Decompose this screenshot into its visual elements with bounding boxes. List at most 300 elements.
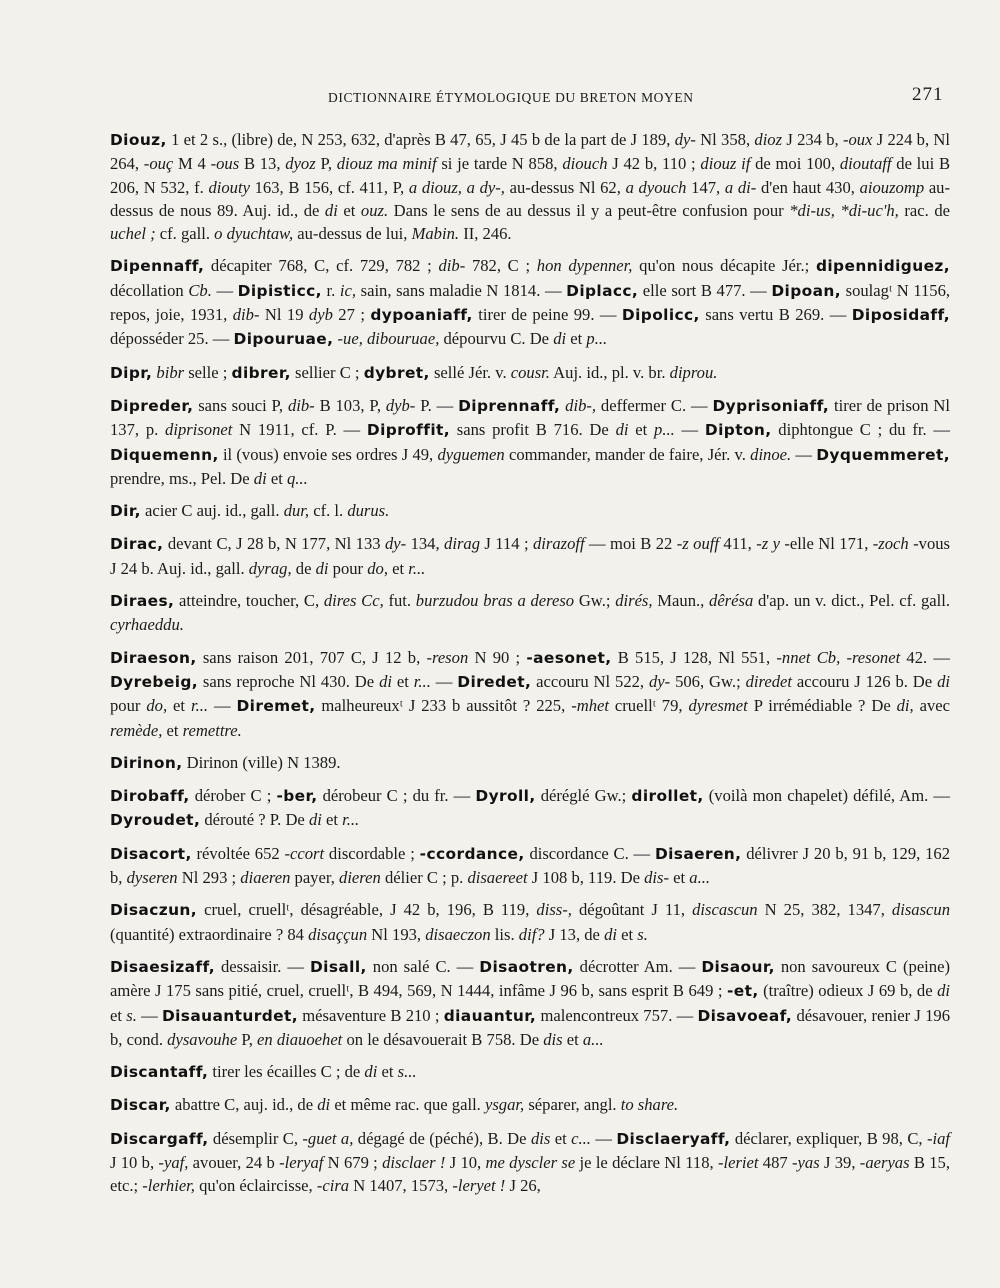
- entry-text: Nl 193,: [367, 924, 426, 944]
- italic-form: -z y: [756, 534, 780, 554]
- entry-text: accouru J 126 b. De: [791, 671, 938, 691]
- entry-text: —: [136, 1005, 162, 1025]
- entry-text: commander, mander de faire, Jér. v.: [504, 444, 751, 464]
- entry-text: cf. gall.: [155, 224, 215, 244]
- entry-text: sain, sans maladie N 1814. —: [356, 280, 567, 300]
- italic-form: diouty: [208, 177, 250, 197]
- italic-form: dy-: [384, 534, 407, 554]
- entry-text: désavouer, renier J 196 b, cond.: [110, 1005, 950, 1049]
- entry-text: et: [321, 810, 343, 830]
- italic-form: me dyscler se: [485, 1152, 576, 1172]
- italic-form: disaereet: [467, 868, 528, 888]
- headword: Discantaff,: [110, 1063, 209, 1082]
- headword: dypoaniaff,: [370, 306, 473, 325]
- italic-form: dyresmet: [688, 696, 748, 716]
- entry-text: (traître) odieux J 69 b, de: [758, 981, 938, 1001]
- headword: Dir,: [110, 502, 141, 521]
- page-number: 271: [912, 84, 944, 105]
- italic-form: -lerhier,: [142, 1176, 195, 1196]
- entry-text: séparer, angl.: [524, 1095, 621, 1115]
- italic-form: dyrag,: [248, 558, 292, 578]
- entry-text: décrotter Am. —: [573, 956, 702, 976]
- headword: Discargaff,: [110, 1129, 209, 1148]
- entry-text: et: [391, 671, 414, 691]
- entry-text: devant C, J 28 b, N 177, Nl 133: [163, 534, 385, 554]
- entry-text: (quantité) extraordinaire ? 84: [110, 924, 309, 944]
- entry-text: on le désavouerait B 758. De: [342, 1029, 544, 1049]
- entry-text: deffermer C. —: [596, 395, 713, 415]
- italic-form: hon dypenner,: [536, 256, 633, 276]
- italic-form: dyb-: [385, 395, 416, 415]
- entry-text: et: [617, 924, 638, 944]
- entry-text: discordance C. —: [524, 843, 655, 863]
- italic-form: dirazoff: [533, 534, 585, 554]
- headword: Disavoeaf,: [697, 1006, 793, 1025]
- headword: Disaour,: [701, 957, 775, 976]
- italic-form: di: [317, 1095, 331, 1115]
- entry-text: tirer de prison Nl 137, p.: [110, 395, 950, 440]
- italic-form: dis: [543, 1029, 563, 1049]
- headword: -aesonet,: [526, 648, 612, 667]
- italic-form: -nnet Cb, -resonet: [776, 647, 901, 667]
- entry-text: et: [110, 1005, 127, 1025]
- headword: Diposidaff,: [851, 306, 950, 325]
- entry-text: dégagé de (péché), B. De: [353, 1128, 531, 1148]
- italic-form: dib-: [287, 395, 315, 415]
- entry-text: J 108 b, 119. De: [527, 868, 645, 888]
- dictionary-entry: [110, 898, 950, 946]
- entry-text: et: [377, 1062, 398, 1082]
- italic-form: -leriet: [717, 1152, 759, 1172]
- headword: -ccordance,: [419, 844, 525, 863]
- headword: dibrer,: [231, 363, 291, 382]
- entry-text: je le déclare Nl 118,: [575, 1152, 718, 1172]
- italic-form: q...: [286, 468, 308, 488]
- entry-text: cruel, cruellᵗ, désagréable, J 42 b, 196, B 119,: [197, 900, 537, 920]
- headword: Diraeson,: [110, 648, 197, 667]
- italic-form: -yas: [792, 1152, 820, 1172]
- entry-text: J 234 b,: [782, 130, 843, 149]
- italic-form: a diouz, a dy-,: [408, 177, 505, 197]
- dictionary-entry: [110, 499, 950, 523]
- entry-text: sellé Jér. v.: [429, 362, 511, 382]
- entry-text: si je tarde N 858,: [436, 154, 563, 174]
- italic-form: -leryet !: [452, 1176, 506, 1196]
- italic-form: di,: [896, 696, 914, 716]
- entry-text: elle sort B 477. —: [638, 280, 772, 300]
- entry-text: P,: [315, 154, 337, 174]
- entry-text: Dans le sens de au dessus il y a peut-être confusion pour: [388, 200, 790, 220]
- entry-text: B 515, J 128, Nl 551,: [611, 647, 777, 667]
- headword: Dipisticc,: [237, 281, 322, 300]
- italic-form: diredet: [745, 671, 792, 691]
- headword: Diprennaff,: [458, 396, 561, 415]
- italic-form: diprou.: [669, 362, 718, 382]
- entry-text: Dirinon (ville) N 1389.: [182, 752, 341, 772]
- italic-form: -ous: [210, 154, 240, 174]
- entry-text: P irrémédiable ? De: [747, 696, 897, 716]
- italic-form: -ouç: [143, 154, 174, 174]
- entry-text: (voilà mon chapelet) défilé, Am. —: [703, 786, 950, 806]
- entry-text: diphtongue C ; du fr. —: [771, 420, 951, 440]
- running-title: DICTIONNAIRE ÉTYMOLOGIQUE DU BRETON MOYEN: [328, 90, 694, 105]
- entry-text: discordable ;: [324, 843, 420, 863]
- italic-form: p...: [654, 420, 675, 440]
- italic-form: diouz if: [700, 154, 751, 174]
- entry-text: —: [208, 696, 237, 716]
- italic-form: -z ouff: [676, 534, 719, 554]
- entry-text: de moi 100,: [750, 154, 840, 174]
- italic-form: diss-,: [536, 900, 572, 920]
- entry-text: N 1407, 1573,: [349, 1176, 453, 1196]
- entry-text: J 39,: [819, 1152, 860, 1172]
- entry-text: selle ;: [184, 362, 232, 382]
- entry-text: déréglé Gw.;: [535, 786, 632, 806]
- headword: Diproffit,: [366, 421, 450, 440]
- entry-text: 782, C ;: [465, 256, 537, 276]
- entry-text: accouru Nl 522,: [531, 671, 649, 691]
- entry-text: pour: [328, 558, 368, 578]
- italic-form: s.: [637, 924, 648, 944]
- italic-form: -mhet: [571, 696, 609, 716]
- entry-text: sans raison 201, 707 C, J 12 b,: [196, 647, 427, 667]
- entry-text: -vous J 24 b. Auj. id., gall.: [110, 534, 951, 578]
- italic-form: disaççun: [308, 924, 368, 944]
- italic-form: en diauoehet: [257, 1029, 343, 1049]
- entry-text: N 1911, cf. P. —: [232, 420, 367, 440]
- entry-text: J 26,: [505, 1176, 541, 1196]
- entry-text: N 25, 382, 1347,: [757, 900, 892, 920]
- italic-form: -aeryas: [859, 1152, 910, 1172]
- italic-form: di: [315, 558, 329, 578]
- entry-text: atteindre, toucher, C,: [174, 591, 324, 611]
- entry-text: 506, Gw.;: [670, 671, 746, 691]
- entry-text: et: [669, 868, 690, 888]
- entry-text: J 224 b, Nl 264,: [110, 130, 950, 174]
- italic-form: to share.: [620, 1095, 679, 1115]
- italic-form: dyb: [308, 305, 333, 325]
- dictionary-entry: [110, 646, 950, 742]
- entry-text: et même rac. que gall.: [330, 1095, 485, 1115]
- dictionary-entry: [110, 128, 950, 245]
- headword: Dirobaff,: [110, 787, 190, 806]
- headword: Discar,: [110, 1096, 171, 1115]
- italic-form: do,: [146, 696, 168, 716]
- entry-text: et: [167, 696, 191, 716]
- italic-form: di: [553, 329, 567, 349]
- entry-text: qu'on éclaircisse,: [194, 1176, 317, 1196]
- italic-form: Cb.: [188, 280, 212, 300]
- entry-text: J 114 ;: [480, 534, 533, 554]
- headword: diauantur,: [443, 1006, 537, 1025]
- entry-text: mésaventure B 210 ;: [298, 1005, 444, 1025]
- entry-text: -elle Nl 171,: [780, 534, 873, 554]
- headword: Disauanturdet,: [161, 1006, 299, 1025]
- entry-text: Auj. id., pl. v. br.: [549, 362, 670, 382]
- entry-text: 42. —: [900, 647, 950, 667]
- entry-text: Nl 293 ;: [177, 868, 241, 888]
- italic-form: -zoch: [872, 534, 909, 554]
- entry-text: qu'on nous décapite Jér.;: [632, 256, 816, 276]
- entry-text: 487: [758, 1152, 793, 1172]
- entry-text: 147,: [686, 177, 725, 197]
- italic-form: dy-: [648, 671, 671, 691]
- entry-text: Nl 358,: [695, 130, 755, 149]
- entry-text: II, 246.: [459, 224, 512, 244]
- italic-form: diouz ma minif: [336, 154, 437, 174]
- italic-form: di: [364, 1062, 378, 1082]
- dictionary-entry: [110, 842, 950, 890]
- headword: Diremet,: [236, 697, 316, 716]
- italic-form: *di-us, *di-uc'h,: [789, 200, 899, 220]
- dictionary-entry: [110, 1127, 950, 1198]
- entry-text: il (vous) envoie ses ordres J 49,: [218, 444, 438, 464]
- entry-text: sellier C ;: [290, 362, 364, 382]
- italic-form: diaeren: [240, 868, 291, 888]
- italic-form: do,: [367, 558, 388, 578]
- entry-text: dessaisir. —: [215, 956, 310, 976]
- entry-text: —: [430, 671, 458, 691]
- entry-text: J 10 b,: [110, 1152, 159, 1172]
- entry-text: et: [162, 720, 183, 740]
- italic-form: r...: [408, 558, 426, 578]
- entry-text: Gw.;: [574, 591, 616, 611]
- entry-text: B 103, P,: [314, 395, 386, 415]
- italic-form: di: [604, 924, 617, 944]
- entry-text: M 4: [173, 154, 211, 174]
- italic-form: disaeczon: [425, 924, 491, 944]
- entry-text: cf. l.: [309, 501, 348, 521]
- italic-form: dyoz: [285, 154, 316, 174]
- italic-form: di: [324, 200, 338, 220]
- headword: dybret,: [363, 363, 430, 382]
- entry-text: abattre C, auj. id., de: [170, 1095, 318, 1115]
- italic-form: dib-,: [565, 395, 597, 415]
- headword: Disacort,: [110, 844, 192, 863]
- entry-text: d'en haut 430,: [756, 177, 860, 197]
- italic-form: diouch: [562, 154, 608, 174]
- headword: Dipennaff,: [110, 257, 205, 276]
- entry-text: de: [291, 558, 316, 578]
- entry-text: prendre, ms., Pel. De: [110, 468, 254, 488]
- italic-form: a dyouch: [625, 177, 687, 197]
- entry-text: de lui B 206, N 532, f.: [110, 154, 951, 197]
- italic-form: dib-: [232, 305, 260, 325]
- italic-form: o dyuchtaw,: [214, 224, 294, 244]
- italic-form: di: [379, 671, 392, 691]
- dictionary-entry: [110, 361, 950, 385]
- entry-text: acier C auj. id., gall.: [140, 501, 284, 521]
- italic-form: di: [937, 671, 950, 691]
- headword: Dipouruae,: [233, 330, 334, 349]
- italic-form: dirag: [444, 534, 481, 554]
- entry-text: avouer, 24 b: [188, 1152, 280, 1172]
- entry-text: sans souci P,: [193, 395, 288, 415]
- italic-form: r...: [413, 671, 431, 691]
- italic-form: dy-: [674, 130, 696, 149]
- dictionary-entry: [110, 589, 950, 637]
- italic-form: di: [253, 468, 267, 488]
- entry-text: au-dessus de lui,: [293, 224, 412, 244]
- entry-text: B 13,: [239, 154, 286, 174]
- entry-text: non salé C. —: [366, 956, 480, 976]
- entry-text: 134,: [406, 534, 445, 554]
- italic-form: bibr: [156, 362, 185, 382]
- entry-text: et: [266, 468, 287, 488]
- headword: Dipreder,: [110, 396, 194, 415]
- headword: Disaczun,: [110, 901, 198, 920]
- entry-text: J 10,: [445, 1152, 486, 1172]
- headword: Diredet,: [457, 672, 532, 691]
- entry-text: décollation: [110, 280, 189, 300]
- entry-text: sans profit B 716. De: [450, 420, 616, 440]
- italic-form: discascun: [692, 900, 758, 920]
- entry-text: —: [791, 444, 817, 464]
- entry-text: sans reproche Nl 430. De: [198, 671, 380, 691]
- italic-form: dyguemen: [437, 444, 505, 464]
- italic-form: dêrésa: [709, 591, 754, 611]
- italic-form: remettre.: [182, 720, 242, 740]
- entry-text: déclarer, expliquer, B 98, C,: [730, 1128, 927, 1148]
- entry-text: 411,: [718, 534, 757, 554]
- italic-form: r...: [342, 810, 360, 830]
- italic-form: remède,: [110, 720, 163, 740]
- entry-text: dégoûtant J 11,: [571, 900, 693, 920]
- italic-form: -ccort: [284, 843, 325, 863]
- italic-form: a...: [582, 1029, 604, 1049]
- headword: Dyrebeig,: [110, 672, 199, 691]
- headword: Dirac,: [110, 535, 164, 554]
- italic-form: di: [308, 810, 322, 830]
- headword: Diouz,: [110, 131, 167, 149]
- dictionary-entry: [110, 955, 950, 1051]
- headword: dipennidiguez,: [815, 257, 951, 276]
- headword: -et,: [726, 982, 759, 1001]
- dictionary-entry: [110, 532, 950, 580]
- entry-text: au-dessus Nl 62,: [504, 177, 626, 197]
- dictionary-entry: [110, 254, 950, 351]
- italic-form: ouz.: [360, 200, 389, 220]
- italic-form: ic,: [339, 280, 357, 300]
- headword: Disall,: [309, 957, 367, 976]
- entry-text: et: [562, 1029, 583, 1049]
- italic-form: dib-: [438, 256, 466, 276]
- entry-text: et: [550, 1128, 572, 1148]
- italic-form: p...: [586, 329, 608, 349]
- entry-text: délivrer J 20 b, 91 b, 129, 162 b,: [110, 843, 950, 888]
- italic-form: uchel ;: [110, 224, 156, 244]
- italic-form: a di-: [724, 177, 757, 197]
- italic-form: dis-: [644, 868, 670, 888]
- headword: Disaeren,: [654, 844, 742, 863]
- italic-form: -leryaf: [279, 1152, 324, 1172]
- italic-form: dirés,: [615, 591, 653, 611]
- dictionary-entry: [110, 751, 950, 775]
- italic-form: -yaf,: [158, 1152, 189, 1172]
- italic-form: dis: [530, 1128, 551, 1148]
- italic-form: disascun: [891, 900, 950, 920]
- page-header: [0, 84, 1000, 112]
- headword: Dyroudet,: [110, 811, 201, 830]
- italic-form: -ue, dibouruae,: [337, 329, 440, 349]
- headword: Diquemenn,: [110, 445, 219, 464]
- italic-form: dif?: [518, 924, 545, 944]
- italic-form: a...: [689, 868, 711, 888]
- entry-text: délier C ; p.: [380, 868, 468, 888]
- headword: Dirinon,: [110, 753, 183, 772]
- italic-form: -reson: [426, 647, 469, 667]
- headword: Disaesizaff,: [110, 957, 216, 976]
- entry-text: —: [674, 420, 705, 440]
- entry-text: lis.: [490, 924, 519, 944]
- italic-form: dur,: [283, 501, 310, 521]
- entry-text: r.: [321, 280, 340, 300]
- italic-form: disclaer !: [382, 1152, 446, 1172]
- italic-form: -iaf: [926, 1128, 950, 1148]
- entry-text: 1 et 2 s., (libre) de, N 253, 632, d'après B 47, 65, J 45 b de la part de J 189,: [166, 130, 675, 149]
- headword: -ber,: [276, 787, 318, 806]
- italic-form: Mabin.: [411, 224, 460, 244]
- entry-text: et: [566, 329, 587, 349]
- italic-form: s...: [397, 1062, 417, 1082]
- entry-text: non savoureux C (peine) amère J 175 sans pitié, cruel, cruellᵗ, B 494, 569, N 1444, infâme J 96 b, sans esprit B 649 ;: [110, 956, 950, 1001]
- italic-form: -cira: [316, 1176, 350, 1196]
- entry-text: Nl 19: [259, 305, 309, 325]
- entry-text: cruellᵗ 79,: [608, 696, 689, 716]
- entry-text: d'ap. un v. dict., Pel. cf. gall.: [753, 591, 951, 611]
- italic-form: cousr.: [510, 362, 550, 382]
- italic-form: -oux: [842, 130, 873, 149]
- entry-text: —: [211, 280, 238, 300]
- italic-form: r...: [190, 696, 209, 716]
- entry-text: 27 ;: [332, 305, 371, 325]
- entry-text: J 42 b, 110 ;: [607, 154, 701, 174]
- dictionary-entries: [110, 128, 950, 1207]
- headword: dirollet,: [631, 787, 704, 806]
- entry-text: 163, B 156, cf. 411, P,: [249, 177, 409, 197]
- entry-text: décapiter 768, C, cf. 729, 782 ;: [204, 256, 439, 276]
- headword: Dyquemmeret,: [816, 445, 950, 464]
- italic-form: -guet a,: [302, 1128, 354, 1148]
- entry-text: dépourvu C. De: [439, 329, 554, 349]
- headword: Dipton,: [704, 421, 772, 440]
- dictionary-entry: [110, 1093, 950, 1117]
- italic-form: diprisonet: [165, 420, 233, 440]
- entry-text: tirer de peine 99. —: [472, 305, 622, 325]
- entry-text: dérobeur C ; du fr. —: [317, 786, 476, 806]
- entry-text: pour: [110, 696, 147, 716]
- entry-text: déposséder 25. —: [110, 329, 234, 349]
- entry-text: dérouté ? P. De: [200, 810, 309, 830]
- italic-form: dyseren: [126, 868, 178, 888]
- italic-form: durus.: [347, 501, 390, 521]
- entry-text: P. —: [415, 395, 459, 415]
- entry-text: malheureuxᵗ J 233 b aussitôt ? 225,: [315, 696, 572, 716]
- headword: Dipolicc,: [621, 306, 700, 325]
- entry-text: désemplir C,: [208, 1128, 303, 1148]
- entry-text: P,: [237, 1029, 258, 1049]
- entry-text: B 15, etc.;: [110, 1152, 950, 1196]
- entry-text: — moi B 22: [584, 534, 677, 554]
- italic-form: dires Cc,: [323, 591, 384, 611]
- italic-form: burzudou bras a dereso: [415, 591, 575, 611]
- headword: Dyprisoniaff,: [712, 396, 830, 415]
- italic-form: dieren: [339, 868, 381, 888]
- italic-form: dinoe.: [750, 444, 792, 464]
- entry-text: sans vertu B 269. —: [699, 305, 852, 325]
- entry-text: soulagᵗ N 1156, repos, joie, 1931,: [110, 280, 951, 325]
- entry-text: avec: [913, 696, 951, 716]
